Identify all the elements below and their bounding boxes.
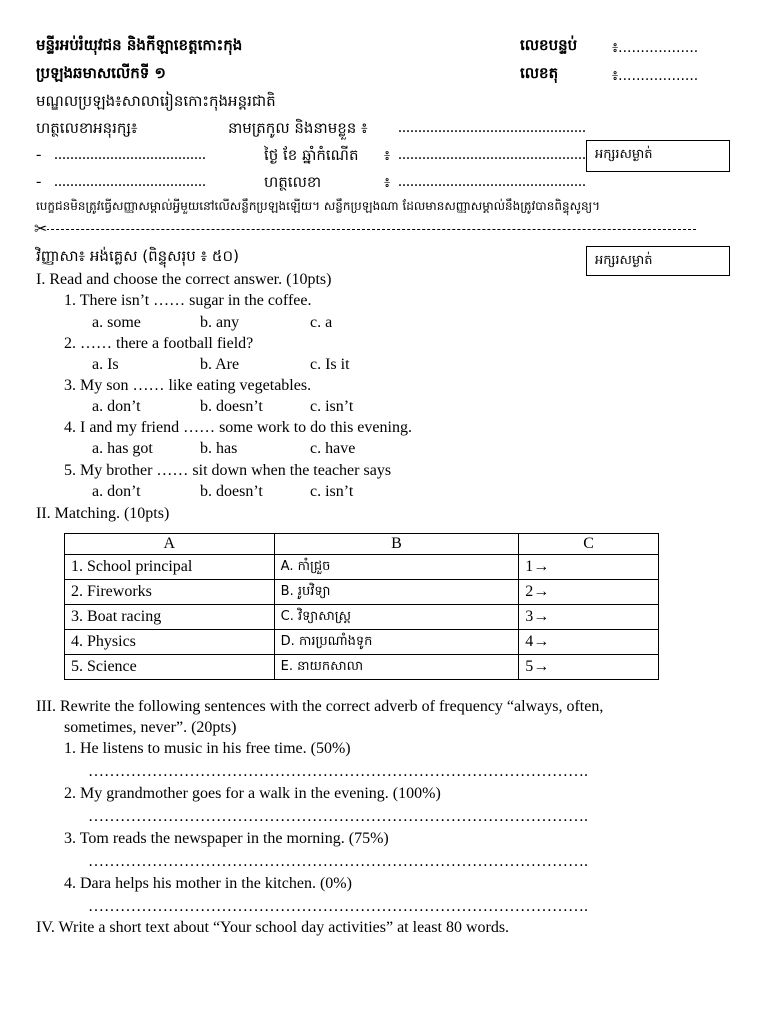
q5-option-c: c. isn’t <box>310 483 354 500</box>
cell-c[interactable]: 5→ <box>519 655 659 680</box>
q1-option-c: c. a <box>310 314 333 331</box>
cell-c[interactable]: 3→ <box>519 605 659 630</box>
secret-code-label-2: អក្សរសម្ងាត់ <box>595 253 653 268</box>
invigilator-label: ហត្ថលេខាអនុរក្ស៖ <box>36 119 138 137</box>
s3-q1-answer-line[interactable]: …………………………………………………………………………………. <box>88 763 588 780</box>
cell-c[interactable]: 1→ <box>519 555 659 580</box>
s3-q2-text: 2. My grandmother goes for a walk in the evening. (100%) <box>64 785 441 802</box>
s3-q4-text: 4. Dara helps his mother in the kitchen. (0%) <box>64 875 352 892</box>
q2-option-c: c. Is it <box>310 356 350 373</box>
seat-value: ៖.................. <box>612 68 699 84</box>
name-field[interactable]: ............................................... <box>398 119 586 136</box>
section4-heading: IV. Write a short text about “Your school day activities” at least 80 words. <box>36 919 510 936</box>
section1-heading: I. Read and choose the correct answer. (10pts) <box>36 271 332 288</box>
invigilator-sign-1[interactable]: ...................................... <box>54 146 206 163</box>
q2-text: 2. …… there a football field? <box>64 335 254 352</box>
cell-a: 5. Science <box>65 655 275 680</box>
invigilator-sign-2[interactable]: ...................................... <box>54 173 206 190</box>
q4-text: 4. I and my friend …… some work to do this evening. <box>64 419 412 436</box>
name-label: នាមត្រកូល និងនាមខ្លួន ៖ <box>228 119 368 137</box>
column-header-b: B <box>274 534 519 555</box>
q5-text: 5. My brother …… sit down when the teacher says <box>64 462 392 479</box>
matching-table <box>64 533 659 680</box>
secret-code-box <box>586 140 730 172</box>
q3-option-b: b. doesn’t <box>200 398 263 415</box>
cell-a: 4. Physics <box>65 630 275 655</box>
scissors-icon: ✂ <box>34 221 48 238</box>
cell-a: 3. Boat racing <box>65 605 275 630</box>
table-row <box>65 655 659 680</box>
cell-c[interactable]: 4→ <box>519 630 659 655</box>
dob-colon: ៖ <box>384 148 391 164</box>
cut-line <box>36 229 696 230</box>
s3-q3-answer-line[interactable]: …………………………………………………………………………………. <box>88 853 588 870</box>
room-value: ៖.................. <box>612 40 699 56</box>
seat-label: លេខតុ <box>520 64 559 82</box>
cell-b: E. នាយកសាលា <box>274 655 519 680</box>
signature-label: ហត្ថលេខា <box>264 173 322 191</box>
q3-text: 3. My son …… like eating vegetables. <box>64 377 312 394</box>
s3-q2-answer-line[interactable]: …………………………………………………………………………………. <box>88 808 588 825</box>
section3-heading-line1: III. Rewrite the following sentences with the correct adverb of frequency “always, often, <box>36 698 604 715</box>
cell-b: C. វិទ្យាសាស្ត្រ <box>274 605 519 630</box>
exam-center: មណ្ឌលប្រឡង៖សាលារៀនកោះកុងអន្តរជាតិ <box>36 92 276 110</box>
cell-a: 2. Fireworks <box>65 580 275 605</box>
table-row <box>65 580 659 605</box>
s3-q3-text: 3. Tom reads the newspaper in the morning. (75%) <box>64 830 389 847</box>
q5-option-b: b. doesn’t <box>200 483 263 500</box>
q1-option-b: b. any <box>200 314 240 331</box>
table-header-row <box>65 534 659 555</box>
secret-code-label: អក្សរសម្ងាត់ <box>595 147 653 162</box>
room-label: លេខបន្ទប់ <box>520 36 578 54</box>
cell-b: A. កាំជ្រួច <box>274 555 519 580</box>
dob-label: ថ្ងៃ ខែ ឆ្នាំកំណើត <box>264 146 359 164</box>
notice-text: បេក្ខជនមិនត្រូវធ្វើសញ្ញាសម្គាល់អ្វីមួយនៅលើសន្លឹកប្រឡងឡើយ។ សន្លឹកប្រឡងណា ដែលមានសញ្ញាសម្គាល់នឹងត្រូវបានពិន្ទុសូន្យ។ <box>36 199 601 213</box>
secret-code-box-2 <box>586 246 730 276</box>
q1-text: 1. There isn’t …… sugar in the coffee. <box>64 292 312 309</box>
s3-q4-answer-line[interactable]: …………………………………………………………………………………. <box>88 898 588 915</box>
q3-option-a: a. don’t <box>92 398 141 415</box>
column-header-a: A <box>65 534 275 555</box>
q4-option-c: c. have <box>310 440 356 457</box>
ministry-title: មន្ទីរអប់រំយុវជន និងកីឡាខេត្តកោះកុង <box>36 36 243 54</box>
q4-option-a: a. has got <box>92 440 153 457</box>
column-header-c: C <box>519 534 659 555</box>
q3-option-c: c. isn’t <box>310 398 354 415</box>
dash-2: - <box>36 173 42 190</box>
section3-heading-line2: sometimes, never”. (20pts) <box>64 719 237 736</box>
cell-b: B. រូបវិទ្យា <box>274 580 519 605</box>
s3-q1-text: 1. He listens to music in his free time. (50%) <box>64 740 351 757</box>
table-row <box>65 555 659 580</box>
cell-b: D. ការប្រណាំងទូក <box>274 630 519 655</box>
table-row <box>65 605 659 630</box>
q1-option-a: a. some <box>92 314 141 331</box>
cell-a: 1. School principal <box>65 555 275 580</box>
table-row <box>65 630 659 655</box>
cell-c[interactable]: 2→ <box>519 580 659 605</box>
exam-title: ប្រឡងឆមាសលើកទី ១ <box>36 64 166 82</box>
dob-field[interactable]: ............................................... <box>398 146 586 163</box>
signature-field[interactable]: ............................................... <box>398 173 586 190</box>
q5-option-a: a. don’t <box>92 483 141 500</box>
q2-option-a: a. Is <box>92 356 119 373</box>
dash-1: - <box>36 146 42 163</box>
subject-line: វិញ្ញាសា៖ អង់គ្លេស (ពិន្ទុសរុប ៖ ៥០) <box>36 247 239 265</box>
signature-colon: ៖ <box>384 175 391 191</box>
q2-option-b: b. Are <box>200 356 240 373</box>
section2-heading: II. Matching. (10pts) <box>36 505 170 522</box>
q4-option-b: b. has <box>200 440 238 457</box>
